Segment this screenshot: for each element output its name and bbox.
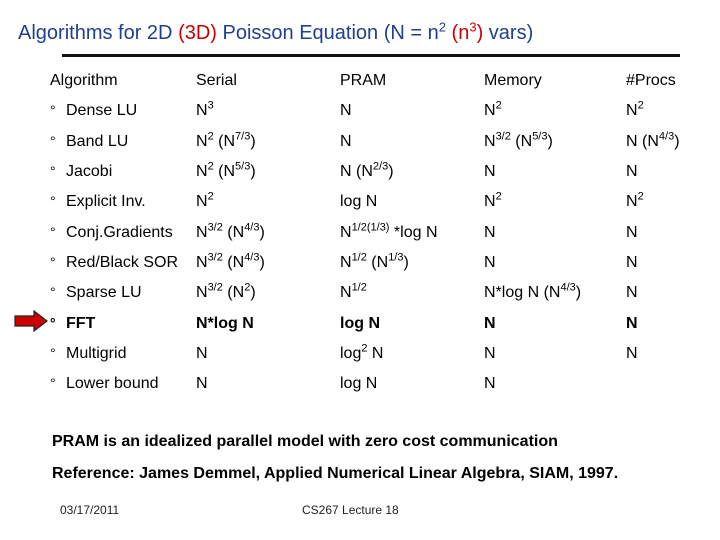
cell-text: ) xyxy=(259,253,265,271)
serial-cell xyxy=(196,217,340,247)
bullet-icon: ° xyxy=(50,375,56,392)
algorithm-label: Band LU xyxy=(66,132,129,150)
serial-cell xyxy=(196,248,340,278)
memory-cell xyxy=(484,339,626,369)
pram-cell xyxy=(340,248,484,278)
exponent: 1/2(1/3) xyxy=(351,221,390,234)
cell-text: N xyxy=(196,344,208,362)
title-3d: (3D) xyxy=(178,22,217,44)
pram-cell xyxy=(340,339,484,369)
cell-text: ) xyxy=(250,132,256,150)
cell-text: *log N xyxy=(389,223,438,241)
algorithm-name xyxy=(50,187,196,217)
exponent: 4/3 xyxy=(560,281,576,294)
exponent: 3/2 xyxy=(207,221,223,234)
cell-text: (N xyxy=(222,223,245,241)
procs-cell xyxy=(626,308,716,338)
algorithm-name xyxy=(50,308,196,338)
algorithm-name xyxy=(50,96,196,126)
cell-text: log N xyxy=(340,314,380,332)
exponent: 3/2 xyxy=(207,281,223,294)
table-row xyxy=(50,217,716,247)
exponent: 3/2 xyxy=(495,130,511,143)
exponent: 2 xyxy=(495,100,502,113)
table-row xyxy=(50,248,716,278)
procs-cell xyxy=(626,278,716,308)
cell-text: ) xyxy=(547,132,553,150)
cell-text: N (N xyxy=(626,132,659,150)
cell-text: N xyxy=(484,193,496,211)
bullet-icon: ° xyxy=(50,163,56,180)
cell-text: N xyxy=(484,132,496,150)
cell-text: N xyxy=(196,375,208,393)
cell-text: N xyxy=(196,223,208,241)
serial-cell xyxy=(196,369,340,399)
cell-text: N xyxy=(196,253,208,271)
algorithm-name xyxy=(50,217,196,247)
cell-text: N xyxy=(484,163,496,181)
table-row xyxy=(50,369,716,399)
cell-text: N xyxy=(196,163,208,181)
serial-cell xyxy=(196,187,340,217)
cell-text: N xyxy=(626,102,638,120)
cell-text: N xyxy=(626,344,638,362)
cell-text: N xyxy=(626,223,638,241)
pram-cell xyxy=(340,96,484,126)
bullet-icon: ° xyxy=(50,253,56,270)
algorithm-label: Lower bound xyxy=(66,375,159,393)
exponent: 2 xyxy=(637,191,644,203)
header-memory: Memory xyxy=(484,72,542,90)
table-row xyxy=(50,187,716,217)
bullet-icon: ° xyxy=(50,344,56,361)
table-row xyxy=(50,278,716,308)
cell-text: log xyxy=(340,344,362,362)
title-sup-3: 3 xyxy=(469,19,477,35)
cell-text: (N xyxy=(222,284,245,302)
procs-cell xyxy=(626,339,716,369)
pram-cell xyxy=(340,369,484,399)
bullet-icon: ° xyxy=(50,102,56,119)
algorithm-label: Multigrid xyxy=(66,344,127,362)
serial-cell xyxy=(196,96,340,126)
cell-text: N xyxy=(626,314,638,332)
cell-text: (N xyxy=(510,132,533,150)
cell-text: N xyxy=(626,163,638,181)
title-open-red: (n xyxy=(445,22,470,44)
pram-note: PRAM is an idealized parallel model with zero cost communication xyxy=(52,433,558,450)
cell-text: log N xyxy=(340,193,378,211)
table-row xyxy=(50,96,716,126)
title-suffix: vars) xyxy=(483,22,534,44)
cell-text: N xyxy=(340,102,352,120)
pram-cell xyxy=(340,217,484,247)
procs-cell xyxy=(626,157,716,187)
cell-text: ) xyxy=(674,132,680,150)
pram-cell xyxy=(340,308,484,338)
pram-cell xyxy=(340,278,484,308)
cell-text: N xyxy=(626,253,638,271)
cell-text: N xyxy=(196,132,208,150)
exponent: 2 xyxy=(207,130,214,143)
exponent: 2 xyxy=(207,160,214,173)
pram-cell xyxy=(340,157,484,187)
memory-cell xyxy=(484,308,626,338)
algorithm-name xyxy=(50,248,196,278)
cell-text: N xyxy=(484,253,496,271)
procs-cell xyxy=(626,127,716,157)
cell-text: ) xyxy=(575,284,582,302)
algorithm-label: Jacobi xyxy=(66,163,113,181)
title-prefix: Algorithms for 2D xyxy=(18,22,179,44)
cell-text: log N xyxy=(340,375,378,393)
exponent: 2 xyxy=(207,191,214,203)
cell-text: N xyxy=(196,102,208,120)
memory-cell xyxy=(484,217,626,247)
algorithm-label: Explicit Inv. xyxy=(66,193,146,211)
cell-text: N*log N (N xyxy=(484,284,561,302)
memory-cell xyxy=(484,96,626,126)
serial-cell xyxy=(196,127,340,157)
serial-cell xyxy=(196,157,340,187)
exponent: 2/3 xyxy=(372,160,389,173)
cell-text: ) xyxy=(250,163,256,181)
cell-text: N xyxy=(340,284,352,302)
title-middle: Poisson Equation (N = n xyxy=(216,22,439,44)
header-procs: #Procs xyxy=(626,72,676,90)
procs-cell xyxy=(626,217,716,247)
header-algorithm: Algorithm xyxy=(50,72,118,90)
cell-text: (N xyxy=(366,253,389,271)
cell-text: ) xyxy=(250,284,256,302)
cell-text: N xyxy=(367,344,384,362)
right-arrow-icon xyxy=(14,310,48,332)
cell-text: (N xyxy=(213,163,236,181)
exponent: 2 xyxy=(244,281,251,294)
cell-text: N xyxy=(484,314,496,332)
footer-lecture: CS267 Lecture 18 xyxy=(302,503,399,517)
table-row xyxy=(50,308,716,338)
cell-text: N xyxy=(484,102,496,120)
algorithm-label: Red/Black SOR xyxy=(66,253,179,271)
exponent: 1/2 xyxy=(351,251,367,264)
exponent: 4/3 xyxy=(244,251,260,264)
exponent: 4/3 xyxy=(244,221,260,234)
slide-title xyxy=(18,19,534,45)
bullet-icon: ° xyxy=(50,132,56,149)
title-underline xyxy=(62,54,680,57)
title-close-red: ) xyxy=(476,22,484,44)
exponent: 4/3 xyxy=(658,130,675,143)
header-pram: PRAM xyxy=(340,72,387,90)
algorithm-label: FFT xyxy=(66,314,96,332)
exponent: 2 xyxy=(637,100,644,113)
algorithm-name xyxy=(50,339,196,369)
bullet-icon: ° xyxy=(50,193,56,210)
procs-cell xyxy=(626,248,716,278)
bullet-icon: ° xyxy=(50,284,56,301)
exponent: 3 xyxy=(207,100,214,113)
cell-text: N xyxy=(196,193,208,211)
procs-cell xyxy=(626,187,716,217)
bullet-icon: ° xyxy=(50,223,56,240)
memory-cell xyxy=(484,157,626,187)
algorithm-name xyxy=(50,127,196,157)
table-header-row xyxy=(50,66,716,96)
memory-cell xyxy=(484,248,626,278)
cell-text: N xyxy=(196,284,208,302)
algorithm-name xyxy=(50,157,196,187)
cell-text: ) xyxy=(388,163,394,181)
memory-cell xyxy=(484,278,626,308)
cell-text: N (N xyxy=(340,163,373,181)
cell-text: N xyxy=(340,132,352,150)
cell-text: ) xyxy=(259,223,265,241)
exponent: 5/3 xyxy=(235,160,251,173)
algorithm-label: Sparse LU xyxy=(66,284,142,302)
serial-cell xyxy=(196,339,340,369)
serial-cell xyxy=(196,278,340,308)
cell-text: N xyxy=(340,253,352,271)
cell-text: N xyxy=(484,375,496,393)
algorithm-name xyxy=(50,278,196,308)
footer-date: 03/17/2011 xyxy=(60,503,120,517)
pram-cell xyxy=(340,187,484,217)
table-row xyxy=(50,127,716,157)
header-serial: Serial xyxy=(196,72,237,90)
cell-text: N*log N xyxy=(196,314,254,332)
memory-cell xyxy=(484,187,626,217)
cell-text: N xyxy=(626,284,638,302)
title-sup-2: 2 xyxy=(438,19,446,35)
procs-cell xyxy=(626,96,716,126)
cell-text: (N xyxy=(222,253,245,271)
serial-cell xyxy=(196,308,340,338)
exponent: 5/3 xyxy=(532,130,548,143)
table-row xyxy=(50,339,716,369)
reference-text: Reference: James Demmel, Applied Numerical Linear Algebra, SIAM, 1997. xyxy=(52,465,619,482)
table-row xyxy=(50,157,716,187)
memory-cell xyxy=(484,369,626,399)
exponent: 2 xyxy=(495,191,502,203)
cell-text: N xyxy=(626,193,638,211)
algorithm-label: Dense LU xyxy=(66,102,138,120)
memory-cell xyxy=(484,127,626,157)
exponent: 7/3 xyxy=(235,130,251,143)
procs-cell xyxy=(626,369,716,399)
algorithm-label: Conj.Gradients xyxy=(66,223,173,241)
exponent: 2 xyxy=(361,342,368,355)
cell-text: N xyxy=(340,223,352,241)
bullet-icon: ° xyxy=(50,314,56,331)
cell-text: N xyxy=(484,223,496,241)
cell-text: N xyxy=(484,344,496,362)
algorithm-name xyxy=(50,369,196,399)
cell-text: (N xyxy=(213,132,236,150)
exponent: 1/3 xyxy=(388,251,404,264)
cell-text: ) xyxy=(403,253,409,271)
algorithm-table xyxy=(50,66,716,399)
exponent: 1/2 xyxy=(351,281,367,294)
exponent: 3/2 xyxy=(207,251,223,264)
pram-cell xyxy=(340,127,484,157)
